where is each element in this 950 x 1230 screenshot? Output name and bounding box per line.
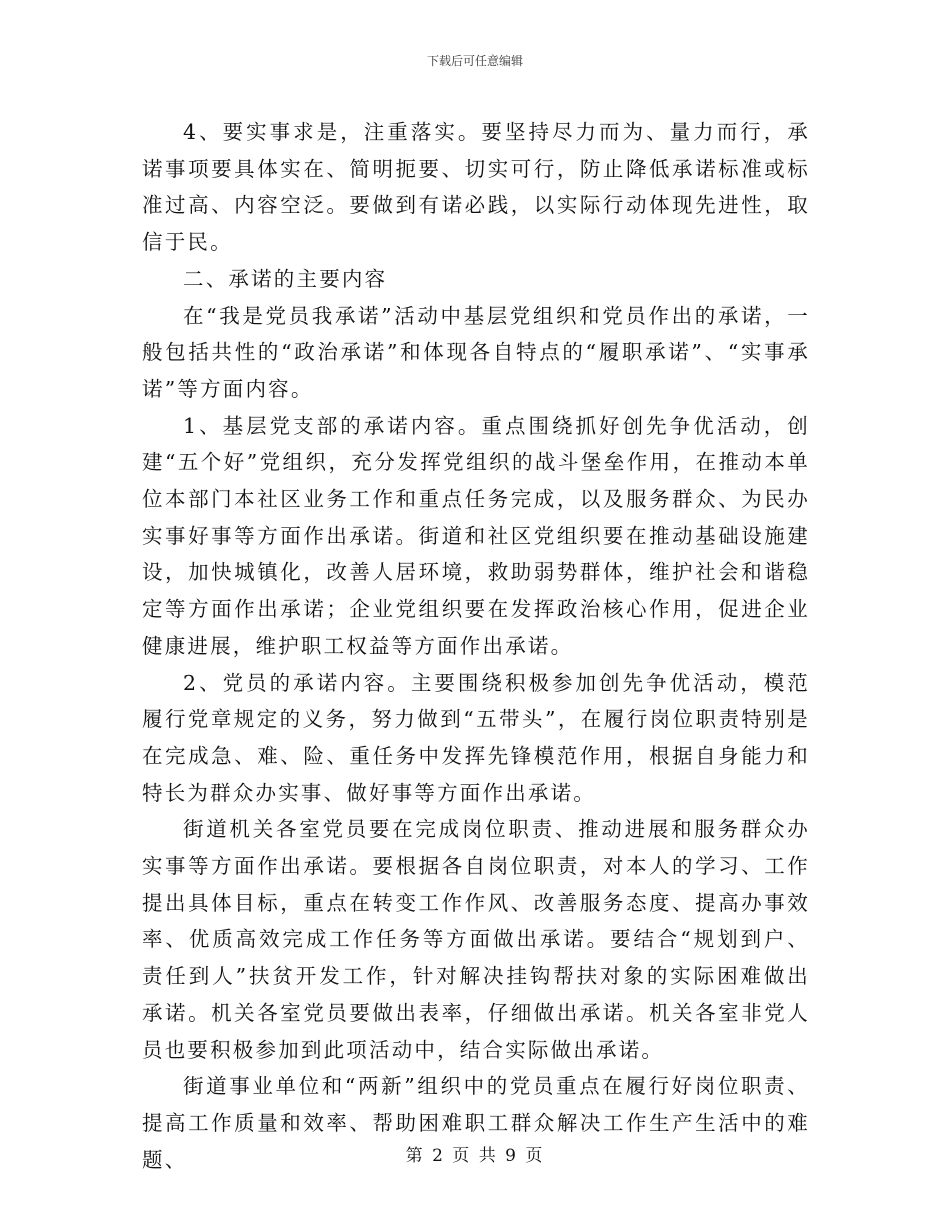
paragraph-5: 街道机关各室党员要在完成岗位职责、推动进展和服务群众办实事等方面作出承诺。要根据各自岗位职责，对本人的学习、工作提出具体目标，重点在转变工作作风、改善服务态度、提高办事效率、优质高效完成工作任务等方面做出承诺。要结合“规划到户、责任到人”扶贫开发工作，针对解决挂钩帮扶对象的实际困难做出承诺。机关各室党员要做出表率，仔细做出承诺。机关各室非党人员也要积极参加到此项活动中，结合实际做出承诺。 (142, 817, 810, 1062)
document-body (142, 114, 810, 1178)
page-header-note: 下载后可任意编辑 (426, 54, 523, 68)
paragraph-2: 在“我是党员我承诺”活动中基层党组织和党员作出的承诺，一般包括共性的“政治承诺”和体现各自特点的“履职承诺”、“实事承诺”等方面内容。 (142, 303, 810, 401)
paragraph-6: 街道事业单位和“两新”组织中的党员重点在履行好岗位职责、提高工作质量和效率、帮助困难职工群众解决工作生产生活中的难题、 (142, 1074, 810, 1172)
paragraph-3: 1、基层党支部的承诺内容。重点围绕抓好创先争优活动，创建“五个好”党组织，充分发挥党组织的战斗堡垒作用，在推动本单位本部门本社区业务工作和重点任务完成，以及服务群众、为民办实事好事等方面作出承诺。街道和社区党组织要在推动基础设施建设，加快城镇化，改善人居环境，救助弱势群体，维护社会和谐稳定等方面作出承诺；企业党组织要在发挥政治核心作用，促进企业健康进展，维护职工权益等方面作出承诺。 (142, 413, 810, 658)
paragraph-4: 2、党员的承诺内容。主要围绕积极参加创先争优活动，模范履行党章规定的义务，努力做到“五带头”，在履行岗位职责特别是在完成急、难、险、重任务中发挥先锋模范作用，根据自身能力和特长为群众办实事、做好事等方面作出承诺。 (142, 670, 810, 805)
section-heading: 二、承诺的主要内容 (183, 266, 388, 291)
page-number: 第 2 页 共 9 页 (405, 1146, 545, 1166)
paragraph-1: 4、要实事求是，注重落实。要坚持尽力而为、量力而行，承诺事项要具体实在、简明扼要、切实可行，防止降低承诺标准或标准过高、内容空泛。要做到有诺必践，以实际行动体现先进性，取信于民。 (142, 120, 810, 255)
